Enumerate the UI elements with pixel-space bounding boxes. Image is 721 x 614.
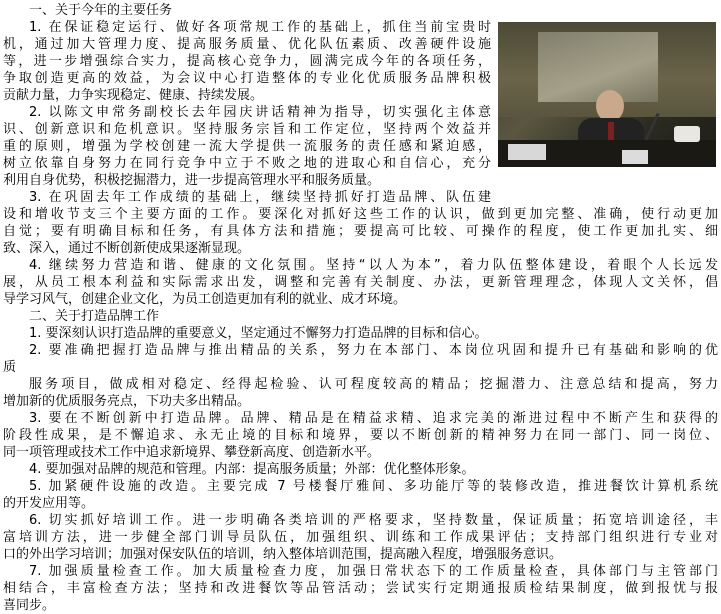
p3-line: 致、深入，通过不断创新使成果逐渐显现。 — [3, 241, 251, 256]
q2-line: 2. 要准确把握打造品牌与推出精品的关系，努力在本部门、本岗位巩固和提升已有基础和影响的优 — [29, 343, 718, 358]
p2-line: 树立依靠自身努力在同行竞争中立于不败之地的进取心和自信心，充分 — [3, 156, 491, 171]
q2b-line: 服务项目，做成相对稳定、经得起检验、认可程度较高的精品；挖掘潜力、注意总结和提高，努力 — [29, 377, 718, 392]
paragraph-q6 — [3, 512, 718, 563]
paragraph-q5 — [3, 478, 718, 512]
q6-line: 口的外出学习培训；加强对保安队伍的培训，纳入整体培训范围，提高融入程度，增强服务意识。 — [3, 547, 563, 562]
p1-line: 等，进一步增强综合实力，提高核心竞争力，圆满完成今年的各项任务， — [3, 54, 491, 69]
p2-line: 2. 以陈文申常务副校长去年园庆讲话精神为指导，切实强化主体意 — [29, 105, 491, 120]
microphone — [643, 113, 659, 143]
p4-line: 4. 继续努力营造和谐、健康的文化氛围。坚持“以人为本”，着力队伍整体建设，着眼个人长远发 — [29, 258, 718, 273]
heading-main-tasks: 一、关于今年的主要任务 — [29, 3, 173, 18]
q7-line: 喜同步。 — [3, 598, 56, 613]
q2-line: 质 — [3, 360, 17, 375]
paragraph-3 — [3, 189, 718, 257]
q7-line: 相结合，丰富检查方法；坚持和改进餐饮等品管活动；尝试实行定期通报质检结果制度，做到报忧与报 — [3, 581, 718, 596]
photo-screen — [538, 32, 658, 102]
p2-line: 利用自身优势，积极挖掘潜力，进一步提高管理水平和服务质量。 — [3, 173, 381, 188]
paragraph-q2b — [3, 376, 718, 410]
paragraph-1 — [3, 19, 491, 104]
name-plate-right — [622, 150, 648, 164]
tea-cup — [674, 126, 700, 142]
p3-line: 自觉；要有明确目标和任务，有具体方法和措施；要提高可比较、可操作的程度，使工作更加扎实、细 — [3, 224, 718, 239]
p1-line: 贡献力量，力争实现稳定、健康、持续发展。 — [3, 88, 264, 103]
p4-line: 导学习风气，创建企业文化，为员工创造更加有利的就业、成才环境。 — [3, 292, 407, 307]
p3-line: 3. 在巩固去年工作成绩的基础上，继续坚持抓好打造品牌、队伍建 — [29, 190, 491, 205]
name-plate-left — [508, 144, 546, 160]
paragraph-q7 — [3, 563, 718, 614]
paragraph-2 — [3, 104, 491, 189]
q2b-line: 增加新的优质服务亮点，下功夫多出精品。 — [3, 394, 251, 409]
q3-line: 阶段性成果，是不懈追求、永无止境的目标和境界，要以不断创新的精神努力在同一部门、同一岗位、 — [3, 428, 718, 443]
p1-line: 机，通过加大管理力度、提高服务质量、优化队伍素质、改善硬件设施 — [3, 37, 491, 52]
p1-line: 争取创造更高的效益，为会议中心打造整体的专业化优质服务品牌积极 — [3, 71, 491, 86]
heading-brand-work: 二、关于打造品牌工作 — [29, 309, 160, 324]
q7-line: 7. 加强质量检查工作。加大质量检查力度，加强日常状态下的工作质量检查，具体部门与主管部门 — [29, 564, 718, 579]
q3-line: 同一项管理或技术工作中追求新境界、攀登新高度、创造新水平。 — [3, 445, 381, 460]
q5-line: 5. 加紧硬件设施的改造。主要完成 7 号楼餐厅雅间、多功能厅等的装修改造，推进餐饮计算机系统 — [29, 479, 718, 494]
p4-line: 展，从员工根本利益和实际需求出发，调整和完善有关制度、办法，更新管理理念，体现人文关怀，倡 — [3, 275, 718, 290]
p2-line: 重的原则，增强为学校创建一流大学提供一流服务的责任感和紧迫感， — [3, 139, 491, 154]
q6-line: 富培训方法，进一步健全部门训导员队伍，加强组织、训练和工作成果评估；支持部门组织进行专业对 — [3, 530, 718, 545]
p2-line: 识、创新意识和危机意识。坚持服务宗旨和工作定位，坚持两个效益并 — [3, 122, 491, 137]
q1-line: 1. 要深刻认识打造品牌的重要意义，坚定通过不懈努力打造品牌的目标和信心。 — [29, 326, 488, 341]
paragraph-q3 — [3, 410, 718, 461]
p1-line: 1. 在保证稳定运行、做好各项常规工作的基础上，抓住当前宝贵时 — [29, 20, 491, 35]
q5-line: 的开发应用等。 — [3, 496, 95, 511]
p3-line: 设和增收节支三个主要方面的工作。要深化对抓好这些工作的认识，做到更加完整、准确，使行动更加 — [3, 207, 718, 222]
speaker-photo — [498, 22, 716, 167]
q3-line: 3. 要在不断创新中打造品牌。品牌、精品是在精益求精、追求完美的渐进过程中不断产生和获得的 — [29, 411, 718, 426]
paragraph-q2 — [3, 342, 718, 376]
paragraph-4 — [3, 257, 718, 308]
q4-line: 4. 要加强对品牌的规范和管理。内部：提高服务质量；外部：优化整体形象。 — [29, 462, 475, 477]
q6-line: 6. 切实抓好培训工作。进一步明确各类培训的严格要求，坚持数量，保证质量；拓宽培训途径，丰 — [29, 513, 718, 528]
